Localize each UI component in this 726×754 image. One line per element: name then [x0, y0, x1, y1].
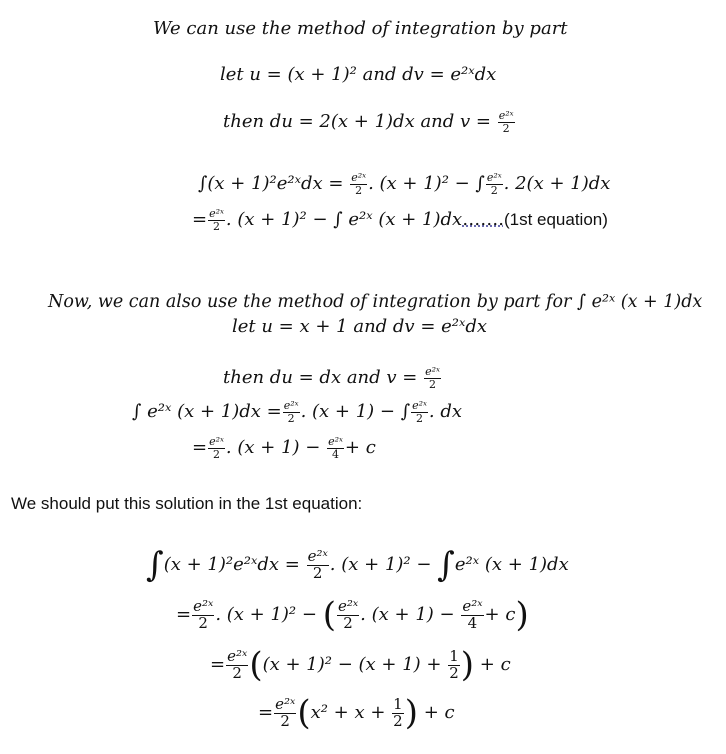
final-line-1 — [146, 545, 569, 585]
part1-v-fraction — [498, 110, 515, 134]
eq2-frac: $\frac{\text{e²ˣ}}{2}$ — [209, 207, 224, 233]
close-paren: ) — [515, 595, 529, 635]
part2-eq1 — [132, 400, 462, 424]
part1-then-line — [223, 110, 516, 134]
f4-frac-half: $\frac{1}{2}$ — [393, 694, 403, 730]
close-paren: ) — [404, 693, 418, 733]
integral-sign: ∫ — [437, 545, 455, 585]
put-solution-text: We should put this solution in the 1st equation: — [11, 494, 363, 513]
p2-eq1-frac-b: $\frac{\text{e²ˣ}}{2}$ — [412, 399, 427, 425]
f2-c: + c — [484, 604, 516, 625]
eq2-label: (1st equation) — [503, 210, 608, 230]
f4-prefix: = — [258, 702, 274, 723]
p2-eq2-body: . (x + 1) − — [225, 437, 321, 459]
part2-then-prefix: then du = dx and v = — [223, 367, 418, 389]
f2-frac-c: $\frac{\text{e²ˣ}}{4}$ — [462, 596, 483, 632]
p2-eq2-end: + c — [344, 437, 376, 459]
f4-a: x² + x + — [310, 702, 386, 723]
eq2-dots: ……. — [462, 209, 504, 231]
f2-frac-a: $\frac{\text{e²ˣ}}{2}$ — [193, 596, 214, 632]
eq1-end: . 2(x + 1)dx — [503, 173, 611, 195]
eq2-body: . (x + 1)² − ∫ e²ˣ (x + 1)dx — [225, 209, 463, 231]
p2-eq2-prefix: = — [192, 437, 208, 459]
f1-end: e²ˣ (x + 1)dx — [454, 554, 569, 575]
frac-denominator: 2 — [502, 121, 510, 135]
f3-prefix: = — [210, 654, 226, 675]
part2-eq2 — [192, 436, 376, 460]
f1-lhs: (x + 1)²e²ˣdx = — [163, 554, 300, 575]
p2-eq1-lhs: ∫ e²ˣ (x + 1)dx = — [132, 401, 282, 423]
intro-text-1: We can use the method of integration by part — [153, 18, 568, 39]
f2-frac-b: $\frac{\text{e²ˣ}}{2}$ — [337, 596, 359, 632]
f1-frac: $\frac{\text{e²ˣ}}{2}$ — [307, 546, 328, 582]
eq1-mid: . (x + 1)² − ∫ — [368, 173, 485, 195]
part2-v-fraction: $\frac{\text{e²ˣ}}{2}$ — [425, 365, 440, 391]
f2-a: . (x + 1)² − — [215, 604, 317, 625]
eq2-prefix: = — [192, 209, 208, 231]
p2-eq1-frac-a: $\frac{\text{e²ˣ}}{2}$ — [283, 399, 299, 425]
p2-eq1-mid: . (x + 1) − ∫ — [300, 401, 411, 423]
open-paren: ( — [297, 693, 311, 733]
eq1-lhs: ∫(x + 1)²e²ˣdx = — [198, 173, 344, 195]
part1-eq1 — [198, 172, 610, 196]
f1-mid: . (x + 1)² − — [329, 554, 432, 575]
final-line-4 — [258, 693, 455, 733]
part1-then-prefix: then du = 2(x + 1)dx and v = — [223, 111, 491, 133]
frac-numerator: e²ˣ — [498, 109, 514, 122]
p2-eq2-frac-a: $\frac{\text{e²ˣ}}{2}$ — [209, 435, 224, 461]
open-paren: ( — [322, 595, 336, 635]
f4-frac: $\frac{\text{e²ˣ}}{2}$ — [275, 694, 296, 730]
p2-eq1-end: . dx — [428, 401, 463, 423]
final-line-2 — [176, 595, 529, 635]
part1-eq2 — [192, 208, 608, 232]
f2-prefix: = — [176, 604, 192, 625]
f2-b: . (x + 1) − — [360, 604, 455, 625]
f3-a: (x + 1)² − (x + 1) + — [262, 654, 442, 675]
eq1-frac-a: $\frac{\text{e²ˣ}}{2}$ — [351, 171, 367, 197]
p2-eq2-frac-b: $\frac{\text{e²ˣ}}{4}$ — [328, 435, 343, 461]
open-paren: ( — [249, 645, 263, 685]
integral-sign: ∫ — [146, 545, 164, 585]
part1-let-line: let u = (x + 1)² and dv = e²ˣdx — [220, 64, 497, 85]
final-line-3 — [210, 645, 511, 685]
intro-text-2: Now, we can also use the method of integration by part for ∫ e²ˣ (x + 1)dx — [48, 292, 703, 312]
close-paren: ) — [460, 645, 475, 685]
f3-frac-half: $\frac{1}{2}$ — [449, 646, 459, 682]
f3-frac: $\frac{\text{e²ˣ}}{2}$ — [227, 646, 248, 682]
f4-c: + c — [423, 702, 455, 723]
f3-c: + c — [479, 654, 511, 675]
part2-let-line: let u = x + 1 and dv = e²ˣdx — [232, 316, 488, 337]
eq1-frac-b: $\frac{\text{e²ˣ}}{2}$ — [486, 171, 502, 197]
part2-then-line — [223, 366, 442, 390]
